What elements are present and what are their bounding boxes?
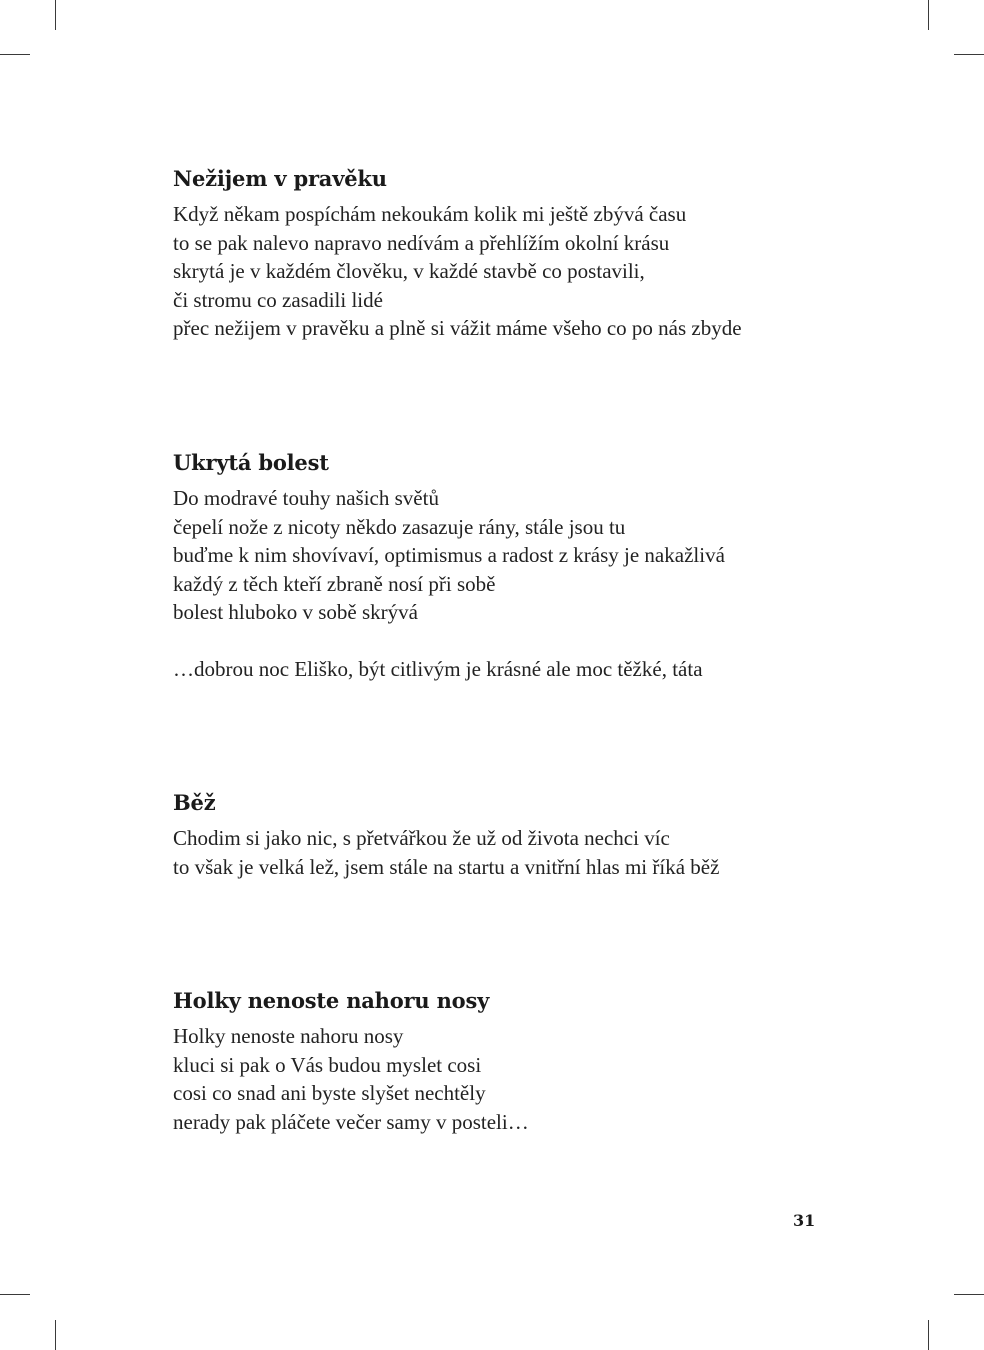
poem-line: Do modravé touhy našich světů bbox=[173, 486, 439, 510]
poem-line: skrytá je v každém člověku, v každé stavbě co postavili, bbox=[173, 259, 645, 283]
poem-title: Nežijem v pravěku bbox=[173, 166, 387, 191]
poem-ukryta-bolest bbox=[173, 448, 853, 683]
poem-holky-nenoste-nahoru-nosy bbox=[173, 986, 853, 1136]
poem-postscript: …dobrou noc Eliško, být citlivým je krásné ale moc těžké, táta bbox=[173, 656, 703, 681]
crop-mark-top-right-vertical bbox=[928, 0, 929, 30]
crop-mark-bottom-right-horizontal bbox=[954, 1294, 984, 1295]
crop-mark-top-left-vertical bbox=[55, 0, 56, 30]
poem-title: Ukrytá bolest bbox=[173, 450, 329, 475]
crop-mark-top-left-horizontal bbox=[0, 54, 30, 55]
poem-line: každý z těch kteří zbraně nosí při sobě bbox=[173, 571, 496, 596]
crop-mark-top-right-horizontal bbox=[954, 54, 984, 55]
poem-line: to však je velká lež, jsem stále na startu a vnitřní hlas mi říká běž bbox=[173, 854, 720, 879]
poem-line: Když někam pospíchám nekoukám kolik mi ještě zbývá času bbox=[173, 202, 687, 226]
crop-mark-bottom-left-horizontal bbox=[0, 1294, 30, 1295]
poem-line: kluci si pak o Vás budou myslet cosi bbox=[173, 1052, 482, 1077]
poem-nezijem-v-praveku bbox=[173, 164, 853, 343]
stanza-gap bbox=[173, 627, 853, 655]
poem-line: cosi co snad ani byste slyšet nechtěly bbox=[173, 1081, 486, 1105]
poem-line: čepelí nože z nicoty někdo zasazuje rány, stále jsou tu bbox=[173, 514, 626, 539]
poem-line: Chodim si jako nic, s přetvářkou že už od života nechci víc bbox=[173, 826, 670, 850]
poem-title: Holky nenoste nahoru nosy bbox=[173, 988, 490, 1013]
poem-line: to se pak nalevo napravo nedívám a přehlížím okolní krásu bbox=[173, 230, 670, 255]
poem-line: či stromu co zasadili lidé bbox=[173, 287, 383, 312]
poem-line: buďme k nim shovívaví, optimismus a radost z krásy je nakažlivá bbox=[173, 543, 725, 567]
poem-line: Holky nenoste nahoru nosy bbox=[173, 1024, 404, 1048]
poem-line: nerady pak pláčete večer samy v posteli… bbox=[173, 1109, 529, 1134]
crop-mark-bottom-left-vertical bbox=[55, 1320, 56, 1350]
poem-bez bbox=[173, 788, 853, 881]
poem-line: bolest hluboko v sobě skrývá bbox=[173, 600, 418, 624]
poem-title: Běž bbox=[173, 790, 216, 815]
poem-line: přec nežijem v pravěku a plně si vážit máme všeho co po nás zbyde bbox=[173, 316, 742, 340]
page-number: 31 bbox=[793, 1211, 816, 1230]
crop-mark-bottom-right-vertical bbox=[928, 1320, 929, 1350]
